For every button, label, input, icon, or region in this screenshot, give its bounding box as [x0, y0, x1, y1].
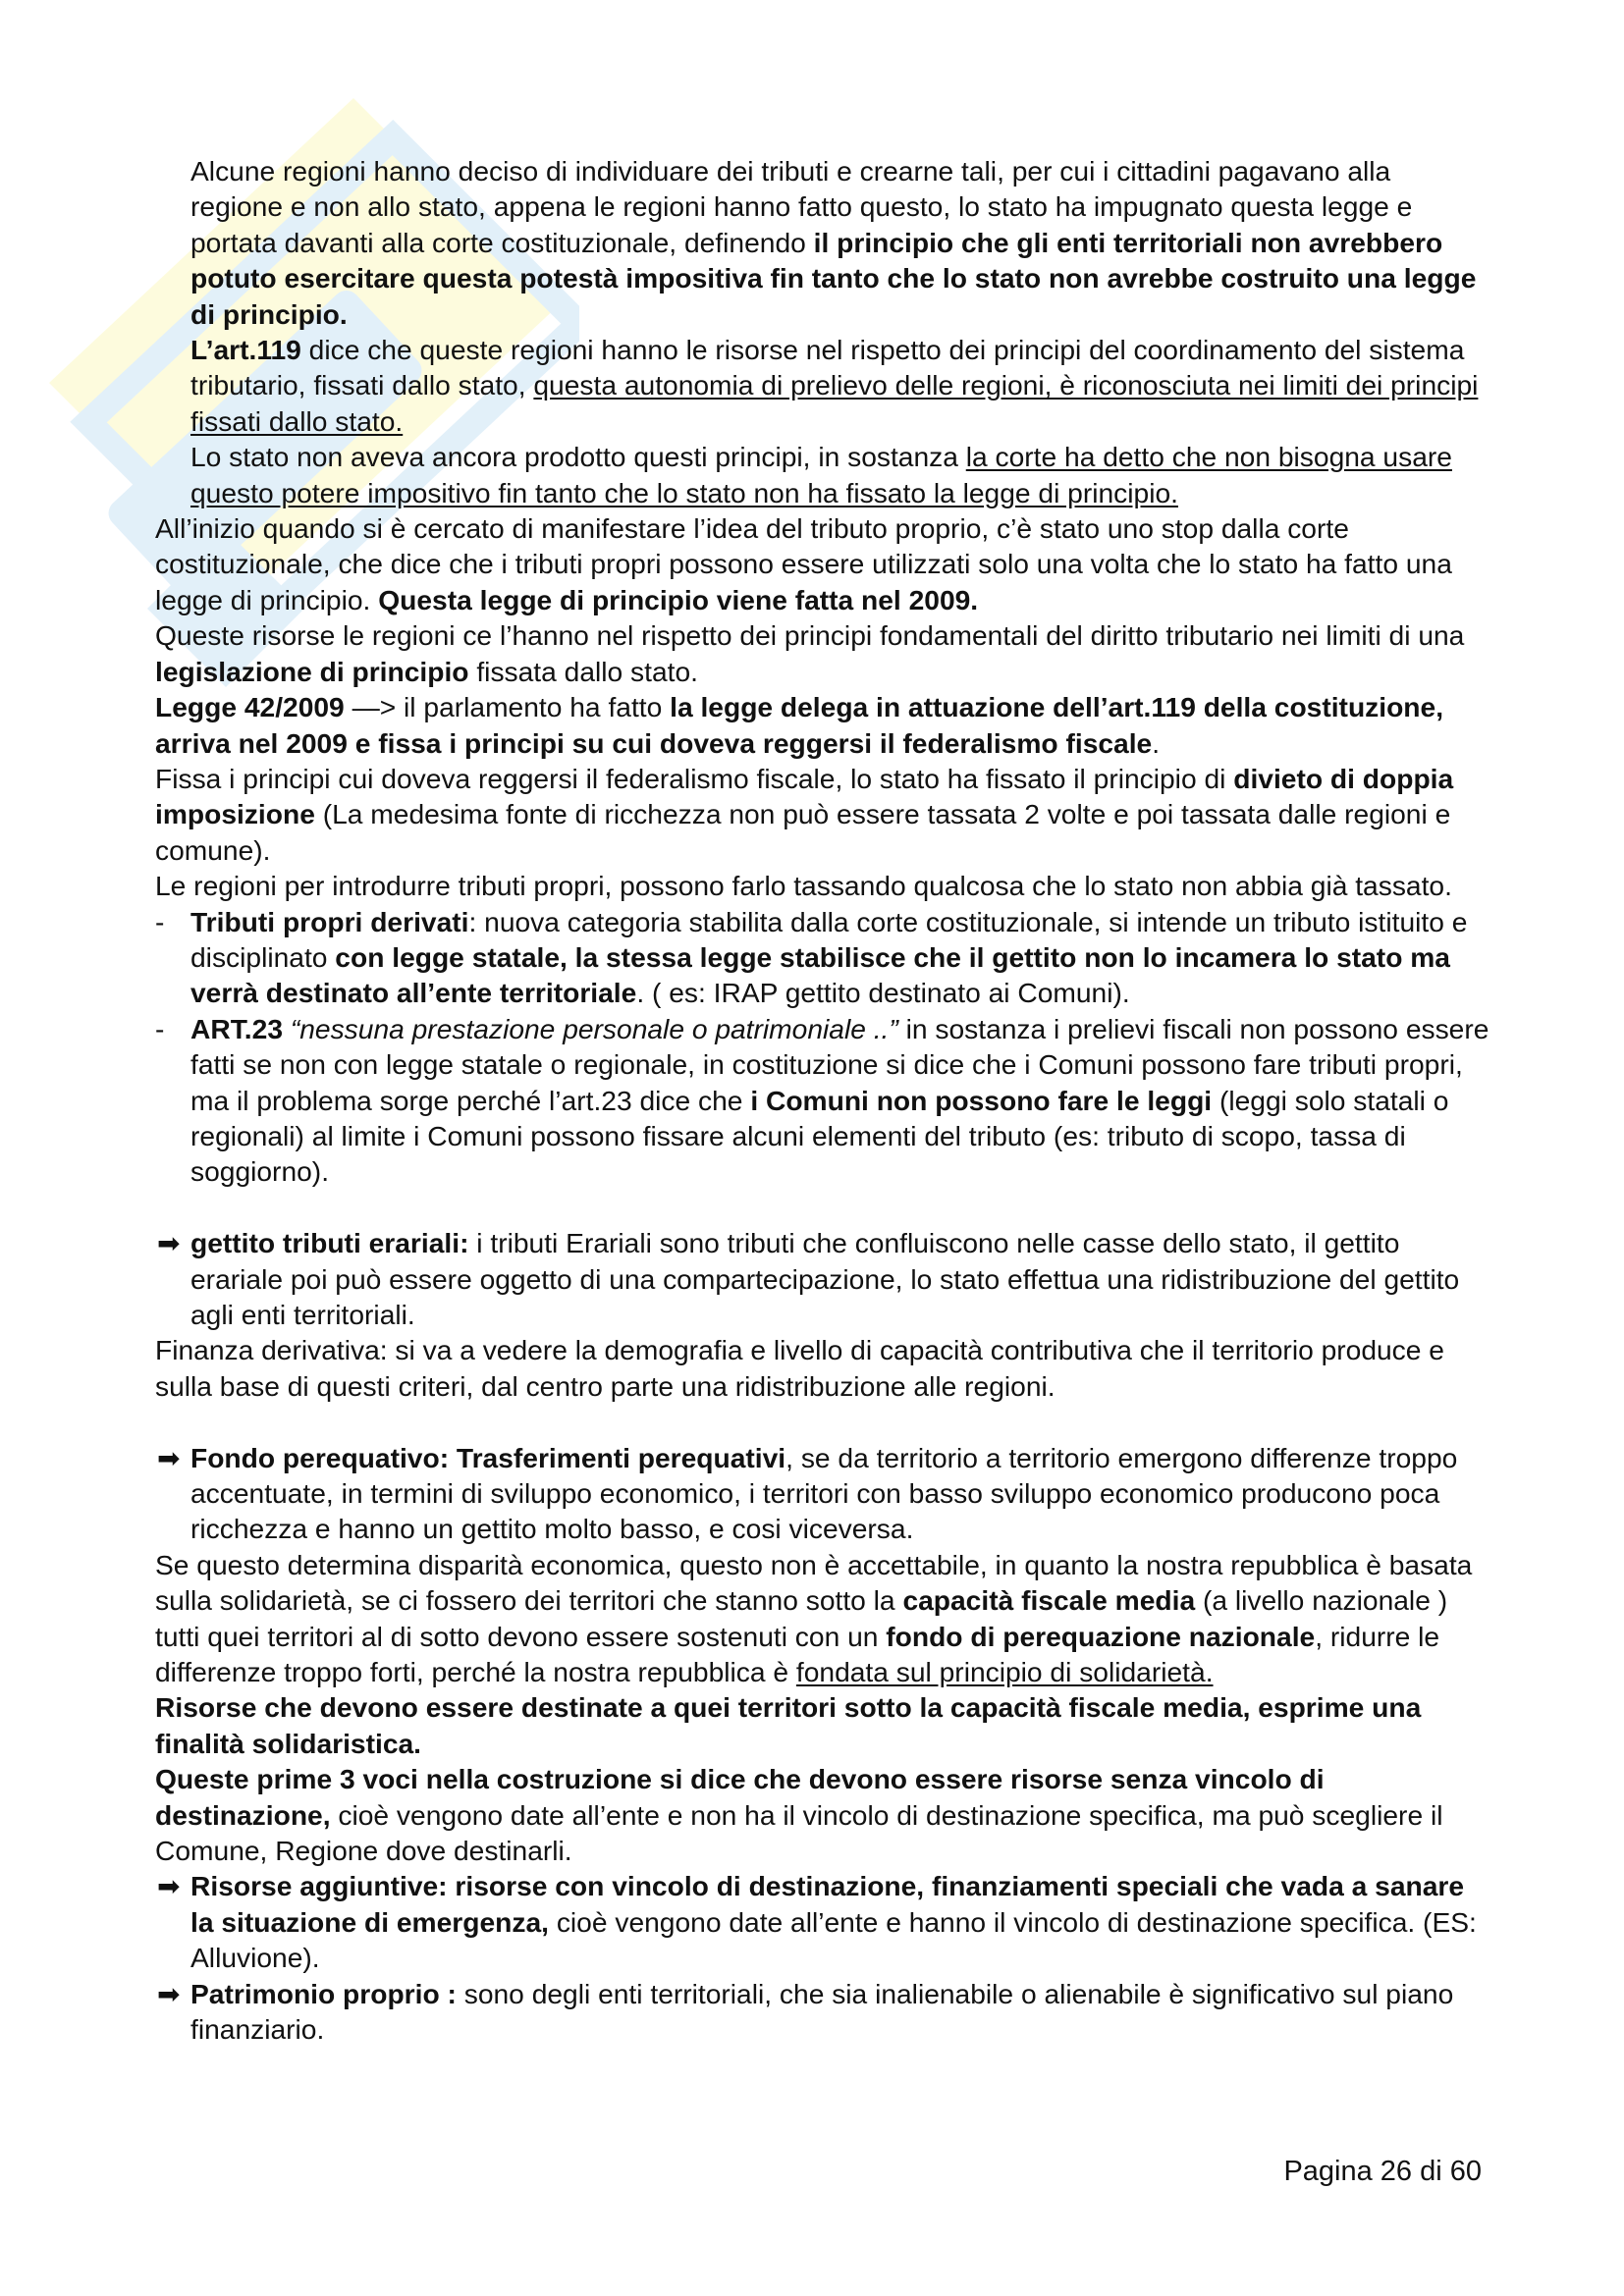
dash-bullet: - [155, 905, 165, 937]
paragraph: Se questo determina disparità economica, questo non è accettabile, in quanto la nostra repubblica è basata sulla solidarietà, se ci fossero dei territori che stanno sotto la capacità fiscale media (a livello nazionale ) tutti quei territori al di sotto devono essere sostenuti con un fondo di perequazione nazionale, ridurre le differenze troppo forti, perché la nostra repubblica è fondata sul principio di solidarietà. [155, 1548, 1473, 1688]
paragraph: Risorse che devono essere destinate a quei territori sotto la capacità fiscale media, esprime una finalità solidaristica. [155, 1691, 1422, 1759]
list-item: - Tributi propri derivati: nuova categoria stabilita dalla corte costituzionale, si intende un tributo istituito e disciplinato con legge statale, la stessa legge stabilisce che il gettito non lo incamera lo stato ma verrà destinato all’ente territoriale. ( es: IRAP gettito destinato ai Comuni). [155, 905, 1468, 1009]
spacer [155, 1404, 1490, 1439]
paragraph: Finanza derivativa: si va a vedere la demografia e livello di capacità contributiva che il territorio produce e sulla base di questi criteri, dal centro parte una ridistribuzione alle regioni. [155, 1334, 1444, 1402]
paragraph: L’art.119 dice che queste regioni hanno le risorse nel rispetto dei principi del coordinamento del sistema tributario, fissati dallo stato, questa autonomia di prelievo delle regioni, è riconosciuta nei limiti dei principi fissati dallo stato. [190, 334, 1479, 437]
arrow-right-icon: ➡ [157, 1977, 181, 2009]
paragraph: Le regioni per introdurre tributi propri, possono farlo tassando qualcosa che lo stato non abbia già tassato. [155, 870, 1452, 902]
document-body [155, 153, 1490, 2048]
paragraph: Alcune regioni hanno deciso di individuare dei tributi e crearne tali, per cui i cittadini pagavano alla regione e non allo stato, appena le regioni hanno fatto questo, lo stato ha impugnato questa legge e portata davanti alla corte costituzionale, definendo il principio che gli enti territoriali non avrebbero potuto esercitare questa potestà impositiva fin tanto che lo stato non avrebbe costruito una legge di principio. [190, 155, 1477, 330]
arrow-item: ➡ Fondo perequativo: Trasferimenti perequativi, se da territorio a territorio emergono differenze troppo accentuate, in termini di sviluppo economico, i territori con basso sviluppo economico producono poca ricchezza e hanno un gettito molto basso, e cosi viceversa. [157, 1441, 1458, 1545]
page-number: Pagina 26 di 60 [1283, 2156, 1482, 2187]
paragraph: Queste prime 3 voci nella costruzione si dice che devono essere risorse senza vincolo di destinazione, cioè vengono date all’ente e non ha il vincolo di destinazione specifica, ma può scegliere il Comune, Regione dove destinarli. [155, 1763, 1443, 1867]
paragraph: Fissa i principi cui doveva reggersi il federalismo fiscale, lo stato ha fissato il principio di divieto di doppia imposizione (La medesima fonte di ricchezza non può essere tassata 2 volte e poi tassata dalle regioni e comune). [155, 762, 1454, 866]
arrow-right-icon: ➡ [157, 1870, 181, 1902]
arrow-item: ➡ Risorse aggiuntive: risorse con vincolo di destinazione, finanziamenti speciali che vada a sanare la situazione di emergenza, cioè vengono date all’ente e hanno il vincolo di destinazione specifica. (ES: Alluvione). [157, 1870, 1477, 1974]
arrow-right-icon: ➡ [157, 1441, 181, 1473]
paragraph: Legge 42/2009 —> il parlamento ha fatto la legge delega in attuazione dell’art.119 della costituzione, arriva nel 2009 e fissa i principi su cui doveva reggersi il federalismo fiscale. [155, 691, 1444, 759]
paragraph: Lo stato non aveva ancora prodotto questi principi, in sostanza la corte ha detto che non bisogna usare questo potere impositivo fin tanto che lo stato non ha fissato la legge di principio. [190, 441, 1452, 508]
arrow-item: ➡ gettito tributi erariali: i tributi Erariali sono tributi che confluiscono nelle casse dello stato, il gettito erariale poi può essere oggetto di una compartecipazione, lo stato effettua una ridistribuzione del gettito agli enti territoriali. [157, 1227, 1460, 1330]
dash-bullet: - [155, 1012, 165, 1044]
list-item: - ART.23 “nessuna prestazione personale o patrimoniale ..” in sostanza i prelievi fiscali non possono essere fatti se non con legge statale o regionale, in costituzione si dice che i Comuni possono fare tributi propri, ma il problema sorge perché l’art.23 dice che i Comuni non possono fare le leggi (leggi solo statali o regionali) al limite i Comuni possono fissare alcuni elementi del tributo (es: tributo di scopo, tassa di soggiorno). [155, 1012, 1489, 1188]
spacer [155, 1190, 1490, 1225]
paragraph: All’inizio quando si è cercato di manifestare l’idea del tributo proprio, c’è stato uno stop dalla corte costituzionale, che dice che i tributi propri possono essere utilizzati solo una volta che lo stato ha fatto una legge di principio. Questa legge di principio viene fatta nel 2009. [155, 512, 1452, 615]
arrow-item: ➡ Patrimonio proprio : sono degli enti territoriali, che sia inalienabile o alienabile è significativo sul piano finanziario. [157, 1977, 1454, 2046]
arrow-right-icon: ➡ [157, 1227, 181, 1259]
paragraph: Queste risorse le regioni ce l’hanno nel rispetto dei principi fondamentali del diritto tributario nei limiti di una legislazione di principio fissata dallo stato. [155, 619, 1465, 687]
